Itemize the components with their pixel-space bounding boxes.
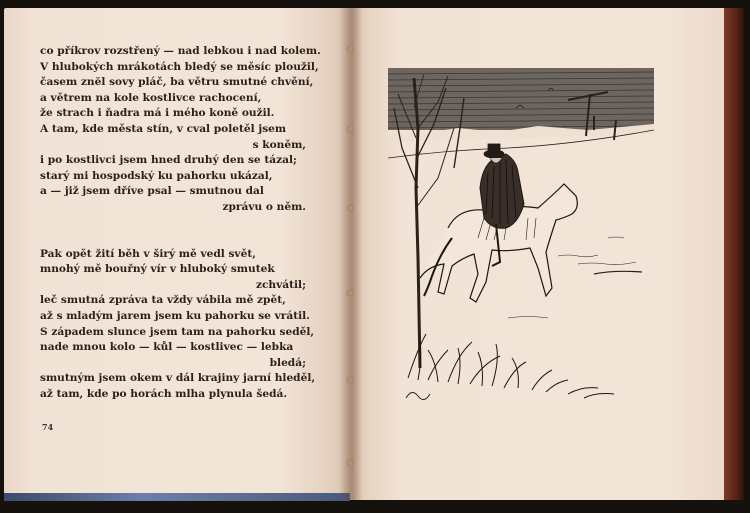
binding-stitch xyxy=(347,205,353,211)
binding-stitch xyxy=(347,46,353,52)
binding-stitch xyxy=(347,290,353,296)
poem-line: A tam, kde města stín, v cval poletěl jsem xyxy=(40,122,287,135)
poem-line: zprávu o něm. xyxy=(222,200,306,213)
page-number: 74 xyxy=(42,422,54,432)
binding-stitch xyxy=(347,377,353,383)
poem-line: a větrem na kole kostlivce rachocení, xyxy=(40,91,262,104)
poem-line: až tam, kde po horách mlha plynula šedá. xyxy=(40,387,288,400)
poem-line: i po kostlivci jsem hned druhý den se tázal; xyxy=(40,154,297,167)
snow-ground xyxy=(508,237,642,318)
poem-line: a — již jsem dříve psal — smutnou dal xyxy=(40,185,264,198)
stanza-1 xyxy=(40,44,321,216)
binding-stitch xyxy=(347,126,353,132)
poem-line: až s mladým jarem jsem ku pahorku se vrátil. xyxy=(40,309,310,322)
poem-line: Pak opět žití běh v širý mě vedl svět, xyxy=(40,247,256,260)
poem-line: V hlubokých mrákotách bledý se měsíc ploužil, xyxy=(40,60,319,73)
poem-line: nade mnou kolo — kůl — kostlivec — lebka xyxy=(40,341,294,354)
poem-line: S západem slunce jsem tam na pahorku seděl, xyxy=(40,325,315,338)
poem-line: mnohý mě bouřný vír v hluboký smutek xyxy=(40,263,275,276)
stanza-gap xyxy=(40,216,308,247)
artist-signature xyxy=(406,392,430,399)
book-gutter xyxy=(340,8,362,500)
grass-tufts xyxy=(408,334,614,398)
poem-line: co příkrov rozstřený — nad lebkou i nad kolem. xyxy=(40,45,321,57)
poem-line: zchvátil; xyxy=(255,278,306,291)
poem-line: časem znĕl sovy pláč, ba větru smutné chvění, xyxy=(40,76,314,89)
poem-line: že strach i ňadra má i mého koně oužil. xyxy=(40,107,275,120)
binding-stitch xyxy=(347,460,353,466)
bottom-cover-strip xyxy=(4,493,350,501)
poem-line: smutným jsem okem v dál krajiny jarní hleděl, xyxy=(40,372,316,385)
poem-line: s koněm, xyxy=(252,138,306,151)
stanza-2 xyxy=(40,247,316,403)
poem-line: leč smutná zpráva ta vždy vábila mě zpět, xyxy=(40,294,286,307)
rider-illustration xyxy=(388,68,654,418)
poem-line: starý mi hospodský ku pahorku ukázal, xyxy=(40,169,273,182)
poem-text xyxy=(40,44,321,402)
book-cover-edge xyxy=(724,8,744,500)
poem-line: bledá; xyxy=(269,356,306,369)
